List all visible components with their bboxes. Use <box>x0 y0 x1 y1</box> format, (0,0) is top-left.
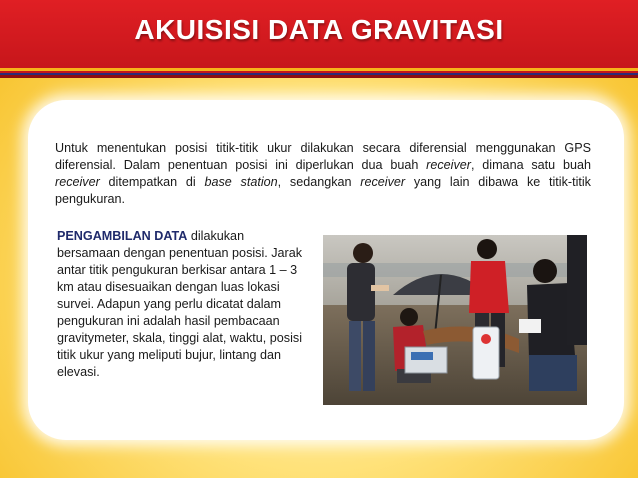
intro-paragraph <box>55 140 591 208</box>
data-acquisition-paragraph <box>57 228 307 381</box>
intro-term-receiver: receiver <box>426 158 471 172</box>
intro-text-2: , dimana satu buah <box>470 158 591 172</box>
intro-text-3: ditempatkan di <box>99 175 205 189</box>
field-survey-photo-illustration <box>323 235 587 405</box>
field-survey-photo <box>323 235 587 405</box>
intro-text-1: Untuk menentukan posisi titik-titik ukur dilakukan secara diferensial menggunakan GPS diferensial. Dalam penentuan posisi ini diperlukan dua buah <box>55 141 591 172</box>
title-bar <box>0 0 638 78</box>
paragraph-text: dilakukan bersamaan dengan penentuan posisi. Jarak antar titik pengukuran berkisar antara 1 – 3 km atau disesuaikan dengan luas lokasi survei. Adapun yang perlu dicatat dalam pengukuran ini adalah hasil pembacaan gravitymeter, skala, tinggi alat, waktu, posisi titik ukur yang meliputi bujur, lintang dan elevasi. <box>57 229 303 379</box>
paragraph-lead: PENGAMBILAN DATA <box>57 229 188 243</box>
intro-term-base-station: base station <box>204 175 278 189</box>
intro-text-4: , sedangkan <box>277 175 361 189</box>
slide-title: AKUISISI DATA GRAVITASI <box>134 14 504 45</box>
title-underline-gold <box>0 68 638 71</box>
intro-text-5: yang lain dibawa ke titik-titik pengukuran. <box>55 175 591 206</box>
intro-term-receiver: receiver <box>360 175 406 189</box>
title-underline-navy <box>0 73 638 75</box>
intro-term-receiver: receiver <box>55 175 100 189</box>
